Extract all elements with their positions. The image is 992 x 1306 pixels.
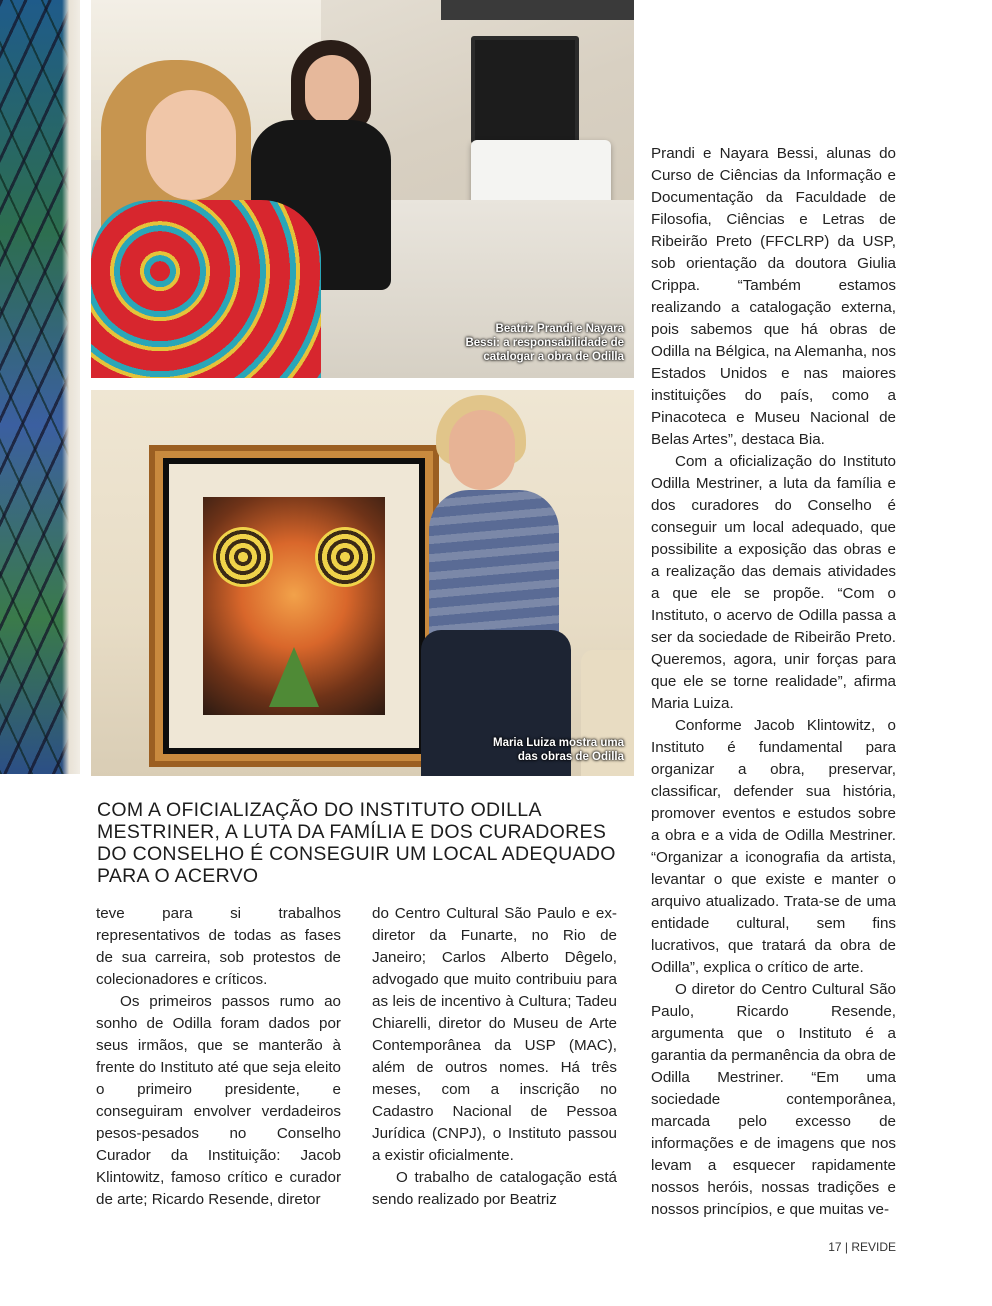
paragraph: teve para si trabalhos representativos de todas as fases de sua carreira, sob protestos de colecionadores e críticos. (96, 905, 341, 988)
photo-caption: Maria Luiza mostra uma das obras de Odilla (492, 737, 624, 763)
painting-flower (315, 527, 375, 587)
photo-catalogers (91, 0, 634, 378)
shelf (441, 0, 634, 20)
floral-top (91, 200, 321, 378)
paragraph: Conforme Jacob Klintowitz, o Instituto é fundamental para organizar a obra, preservar, classificar, defender sua história, promover eventos e estudos sobre a obra e a vida de Odilla Mestriner. “Organizar a iconografia da artista, levantar o que existe e manter o arquivo atualizado. Trata-se de uma entidade cultural, sem fins lucrativos, que tratará da obra de Odilla”, explica o crítico de arte. (651, 717, 896, 976)
person-face (449, 410, 515, 490)
person-face (305, 55, 359, 125)
computer-monitor (471, 36, 579, 144)
photo-maria-luiza (91, 390, 634, 776)
text-column-3 (651, 143, 896, 1221)
paragraph: O trabalho de catalogação está sendo realizado por Beatriz (372, 1169, 617, 1208)
paragraph: Com a oficialização do Instituto Odilla Mestriner, a luta da família e dos curadores do Conselho é conseguir um local adequado, que possibilite a exposição das obras e a realização das demais atividades a que ele se propõe. “Com o Instituto, o acervo de Odilla passa a ser da sociedade de Ribeirão Preto. Queremos, agora, unir forças para que ele se torne realidade”, afirma Maria Luiza. (651, 453, 896, 712)
text-column-2 (372, 903, 617, 1211)
paragraph: do Centro Cultural São Paulo e ex-diretor da Funarte, no Rio de Janeiro; Carlos Alberto Dêgelo, advogado que muito contribuiu para as leis de incentivo à Cultura; Tadeu Chiarelli, diretor do Museu de Arte Contemporânea da USP (MAC), além de outros nomes. Há três meses, com a inscrição no Cadastro Nacional de Pessoa Jurídica (CNPJ), o Instituto passou a existir oficialmente. (372, 905, 617, 1164)
artwork-strip (0, 0, 80, 774)
page-folio: 17 | REVIDE (828, 1240, 896, 1254)
paragraph: O diretor do Centro Cultural São Paulo, Ricardo Resende, argumenta que o Instituto é a garantia da permanência da obra de Odilla Mestriner. “Em uma sociedade contemporânea, marcada pelo excesso de informações e de imagens que nos levam a esquecer rapidamente nossos heróis, nossas tradições e nossos princípios, e que muitas ve- (651, 981, 896, 1218)
pull-quote-headline: COM A OFICIALIZAÇÃO DO INSTITUTO ODILLA MESTRINER, A LUTA DA FAMÍLIA E DOS CURADORES DO CONSELHO É CONSEGUIR UM LOCAL ADEQUADO PARA O ACERVO (97, 799, 616, 887)
paragraph: Prandi e Nayara Bessi, alunas do Curso de Ciências da Informação e Documentação da Faculdade de Filosofia, Ciências e Letras de Ribeirão Preto (FFCLRP) da USP, sob orientação da doutora Giulia Crippa. “Também estamos realizando a catalogação externa, pois sabemos que há obras de Odilla na Bélgica, na Alemanha, nos Estados Unidos e nas maiores instituições do país, como a Pinacoteca e Museu Nacional de Belas Artes”, destaca Bia. (651, 145, 896, 448)
photo-caption: Beatriz Prandi e Nayara Bessi: a responsabilidade de catalogar a obra de Odilla (465, 323, 624, 363)
paragraph: Os primeiros passos rumo ao sonho de Odilla foram dados por seus irmãos, que se manterão à frente do Instituto até que seja eleito o primeiro presidente, e conseguiram envolver verdadeiros pesos-pesados no Conselho Curador da Instituição: Jacob Klintowitz, famoso crítico e curador de arte; Ricardo Resende, diretor (96, 993, 341, 1208)
painting (203, 497, 385, 715)
painting-flower (213, 527, 273, 587)
person-face (146, 90, 236, 200)
painting-leaf (269, 647, 319, 707)
text-column-1 (96, 903, 341, 1211)
